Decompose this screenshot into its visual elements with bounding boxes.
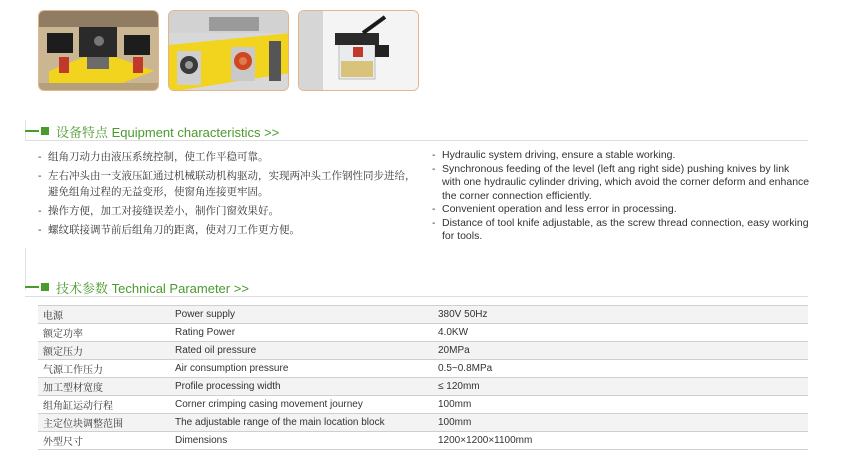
feature-item: - 操作方便，加工对接缝误差小，制作门窗效果好。 (38, 203, 423, 219)
feature-item: - 螺纹联接调节前后组角刀的距离，使对刀工作更方便。 (38, 222, 423, 238)
parameters-title-text: 技术参数 Technical Parameter >> (56, 280, 249, 296)
param-name-cn: 外型尺寸 (38, 432, 170, 450)
oil-pump-photo (298, 10, 419, 91)
feature-item: - Hydraulic system driving, ensure a stable working. (432, 149, 810, 163)
param-name-en: Rated oil pressure (170, 342, 433, 360)
table-row (38, 432, 808, 450)
title-dash-decoration (25, 130, 39, 132)
param-name-cn: 组角缸运动行程 (38, 396, 170, 414)
param-value: 1200×1200×1100mm (433, 432, 808, 450)
table-row (38, 342, 808, 360)
table-row (38, 360, 808, 378)
features-list-chinese (38, 149, 423, 241)
machine-top-view-photo (38, 10, 159, 91)
feature-item: - Convenient operation and less error in processing. (432, 203, 810, 217)
param-name-cn: 电源 (38, 306, 170, 324)
table-row (38, 414, 808, 432)
param-name-cn: 主定位块调整范围 (38, 414, 170, 432)
control-valves-photo (168, 10, 289, 91)
section-divider (25, 296, 808, 297)
table-row (38, 306, 808, 324)
table-row (38, 324, 808, 342)
param-name-en: Dimensions (170, 432, 433, 450)
param-name-en: Corner crimping casing movement journey (170, 396, 433, 414)
parameters-section-title (25, 279, 249, 295)
table-row (38, 396, 808, 414)
param-value: 20MPa (433, 342, 808, 360)
title-square-bullet (41, 127, 49, 135)
feature-item: - 左右冲头由一支液压缸通过机械联动机构驱动，实现两冲头工作钢性同步进给，避免组角过程的无益变形，使窗角连接更牢固。 (38, 168, 423, 200)
param-name-en: The adjustable range of the main location block (170, 414, 433, 432)
param-name-cn: 气源工作压力 (38, 360, 170, 378)
param-name-cn: 额定功率 (38, 324, 170, 342)
feature-item: - 组角刀动力由液压系统控制，使工作平稳可靠。 (38, 149, 423, 165)
section-divider (25, 140, 808, 141)
param-name-cn: 额定压力 (38, 342, 170, 360)
param-name-en: Power supply (170, 306, 433, 324)
param-value: 100mm (433, 414, 808, 432)
feature-item: - Distance of tool knife adjustable, as the screw thread connection, easy working for tools. (432, 217, 810, 244)
title-square-bullet (41, 283, 49, 291)
feature-item: - Synchronous feeding of the level (left ang right side) pushing knives by link with one hydraulic cylinder driving, which avoid the corner deform and enhance the corner connection efficiently. (432, 163, 810, 204)
features-section-title (25, 123, 279, 139)
parameters-table (38, 305, 808, 450)
features-list-english (432, 149, 810, 244)
param-value: 380V 50Hz (433, 306, 808, 324)
param-name-en: Rating Power (170, 324, 433, 342)
param-value: 4.0KW (433, 324, 808, 342)
title-dash-decoration (25, 286, 39, 288)
param-name-en: Air consumption pressure (170, 360, 433, 378)
param-value: 100mm (433, 396, 808, 414)
table-row (38, 378, 808, 396)
features-title-text: 设备特点 Equipment characteristics >> (56, 124, 280, 140)
param-name-en: Profile processing width (170, 378, 433, 396)
param-value: 0.5~0.8MPa (433, 360, 808, 378)
param-value: ≤ 120mm (433, 378, 808, 396)
param-name-cn: 加工型材宽度 (38, 378, 170, 396)
